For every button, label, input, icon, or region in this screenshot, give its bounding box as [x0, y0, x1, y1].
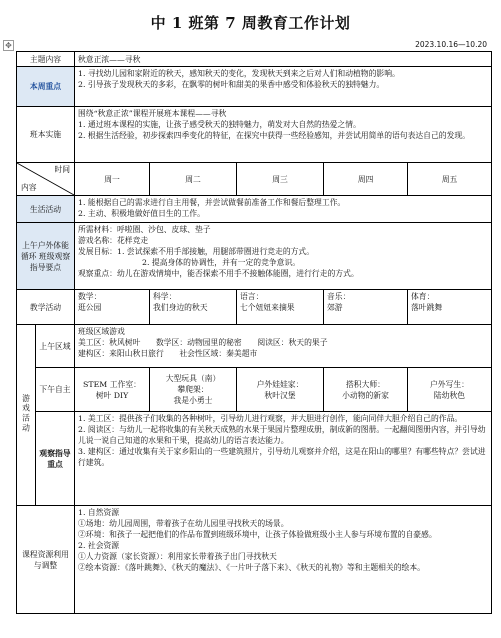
observation-line-2: 2. 阅读区：与幼儿一起将收集的有关秋天成熟的水果于果园片整理成册，制成新的图册。一起翻阅图册内容，并引导幼儿说一说自己知道的水果和干果，提高幼儿的语言表达能力。 — [78, 425, 486, 445]
outdoor-materials: 所需材料：呼啦圈、沙包、皮球、垫子 — [78, 225, 211, 234]
morning-area-row — [17, 325, 492, 368]
observation-line-3: 3. 建构区：通过收集有关于家乡阳山的一些建筑照片，引导幼儿观察并介绍，这是在阳山的哪里？有哪些特点？尝试进行建筑。 — [78, 447, 486, 467]
afternoon-tue-2: 攀爬架： — [177, 385, 209, 394]
teaching-row — [17, 290, 492, 325]
weekly-focus-line-2: 2. 引导孩子发现秋天的多彩，在飘零的树叶和甜美的果香中感受和体验秋天的独特魅力。 — [78, 80, 385, 89]
date-range: 2023.10.16—10.20 — [415, 40, 487, 49]
teaching-subject-mon: 数学： — [78, 292, 102, 301]
resources-row — [17, 506, 492, 614]
weekly-focus-line-1: 1. 寻找幼儿园和家附近的秋天，感知秋天的变化，发现秋天到来之后对人们和动植物的影响。 — [78, 69, 400, 78]
afternoon-tue-3: 我是小勇士 — [173, 396, 213, 405]
day-wednesday: 周三 — [237, 163, 324, 196]
resources-line-4: 2. 社会资源 — [78, 541, 120, 550]
resources-line-1: 1. 自然资源 — [78, 508, 120, 517]
life-row — [17, 196, 492, 223]
teaching-subject-wed: 语言： — [240, 292, 264, 301]
afternoon-wed-2: 秋叶汉堡 — [264, 390, 296, 400]
implementation-label: 班本实施 — [17, 107, 75, 163]
weekday-header-row — [17, 163, 492, 196]
afternoon-label: 下午自主 — [36, 368, 75, 412]
day-friday: 周五 — [408, 163, 492, 196]
life-line-1: 1. 能根据自己的需求进行自主用餐，并尝试做餐前准备工作和餐后整理工作。 — [78, 198, 346, 207]
observation-label: 观察指导重点 — [36, 412, 75, 506]
afternoon-thu-2: 小动物的新家 — [342, 390, 389, 400]
weekly-focus-row — [17, 67, 492, 107]
afternoon-row — [17, 368, 492, 412]
morning-area-line-1: 班级区域游戏 — [78, 327, 125, 336]
diagonal-time-label: 时间 — [54, 165, 70, 174]
observation-row — [17, 412, 492, 506]
morning-area-line-2: 美工区：秋风树叶 数学区：动物园里的秘密 阅读区：秋天的果子 — [78, 338, 328, 347]
resources-label: 课程资源利用与调整 — [17, 506, 75, 614]
day-thursday: 周四 — [324, 163, 408, 196]
table-move-handle-icon[interactable]: ✥ — [3, 40, 14, 51]
teaching-topic-wed: 七个妞妞来摘果 — [240, 303, 295, 312]
teaching-subject-tue: 科学： — [153, 292, 177, 301]
page-title: 中 1 班第 7 周教育工作计划 — [150, 14, 351, 32]
outdoor-row — [17, 223, 492, 290]
outdoor-goal-2: 2. 提高身体的协调性，并有一定的竞争意识。 — [142, 258, 301, 267]
morning-area-label: 上午区域 — [36, 325, 75, 368]
resources-line-5: ①人力资源（家长资源）：利用家长带着孩子出门寻找秋天 — [78, 552, 277, 561]
teaching-subject-thu: 音乐： — [327, 292, 351, 301]
teaching-topic-fri: 落叶跳舞 — [411, 303, 443, 312]
teaching-label: 教学活动 — [17, 290, 75, 325]
plan-table — [16, 51, 492, 614]
morning-area-line-3: 建构区：来阳山秋日旅行 社会性区域：秦美超市 — [78, 349, 258, 358]
teaching-topic-mon: 逛公园 — [78, 303, 102, 312]
implementation-line-1: 围绕“秋意正浓”课程开展班本课程——寻秋 — [78, 109, 227, 118]
theme-row — [17, 52, 492, 67]
resources-line-3: ②环境：和孩子一起把他们的作品布置到班级环境中，让孩子体验做班级小主人参与环境布置的自豪感。 — [78, 530, 437, 539]
day-monday: 周一 — [75, 163, 150, 196]
afternoon-mon-2: 树叶 DIY — [95, 390, 129, 400]
implementation-line-3: 2. 根据生活经验，初步探索四季变化的特征，在探究中获得一些经验感知，并尝试用简单的语句表达自己的发现。 — [78, 131, 470, 140]
outdoor-content: 游戏名称：花样竞走 — [78, 236, 149, 245]
game-label-text: 游戏活动 — [21, 393, 31, 434]
game-label — [17, 325, 36, 506]
resources-line-2: ①场地：幼儿园周围，带着孩子在幼儿园里寻找秋天的场景。 — [78, 519, 289, 528]
day-tuesday: 周二 — [150, 163, 237, 196]
afternoon-mon-1: STEM 工作室： — [83, 379, 141, 389]
teaching-topic-thu: 郊游 — [327, 303, 343, 312]
life-line-2: 2. 主动、积极地做好值日生的工作。 — [78, 209, 205, 218]
life-label: 生活活动 — [17, 196, 75, 223]
outdoor-observe: 观察重点：幼儿在游戏情境中，能否探索不用手不接触体能圈，进行行走的方式。 — [78, 269, 359, 278]
theme-value: 秋意正浓——寻秋 — [75, 52, 492, 67]
teaching-subject-fri: 体育： — [411, 292, 435, 301]
afternoon-tue-1: 大型玩具（南） — [165, 374, 221, 383]
teaching-topic-tue: 我们身边的秋天 — [153, 303, 208, 312]
observation-line-1: 1. 美工区：提供孩子们收集的各种树叶，引导幼儿进行观察，并大胆进行创作，能向同伴大胆介绍自己的作品。 — [78, 414, 463, 423]
afternoon-thu-1: 搭积大师： — [346, 379, 385, 389]
diagonal-header-cell — [17, 163, 75, 196]
afternoon-wed-1: 户外娃娃家： — [256, 379, 304, 389]
weekly-focus-label: 本周重点 — [17, 67, 75, 107]
afternoon-fri-1: 户外写生： — [430, 379, 469, 389]
implementation-line-2: 1. 通过班本课程的实施，让孩子感受秋天的独特魅力，萌发对大自然的热爱之情。 — [78, 120, 361, 129]
outdoor-goal-1: 发展目标：1. 尝试探索不用手部接触，用腿部带圈进行竞走的方式。 — [78, 247, 315, 256]
resources-line-6: ②绘本资源：《落叶跳舞》、《秋天的魔法》、《一片叶子落下来》、《秋天的礼物》等和主题相关的绘本。 — [78, 563, 425, 572]
outdoor-label: 上午户外体能循环 班级观察 指导要点 — [17, 223, 75, 290]
implementation-row — [17, 107, 492, 163]
theme-label: 主题内容 — [17, 52, 75, 67]
diagonal-content-label: 内容 — [21, 183, 37, 192]
afternoon-fri-2: 陆幼秋色 — [433, 390, 466, 400]
